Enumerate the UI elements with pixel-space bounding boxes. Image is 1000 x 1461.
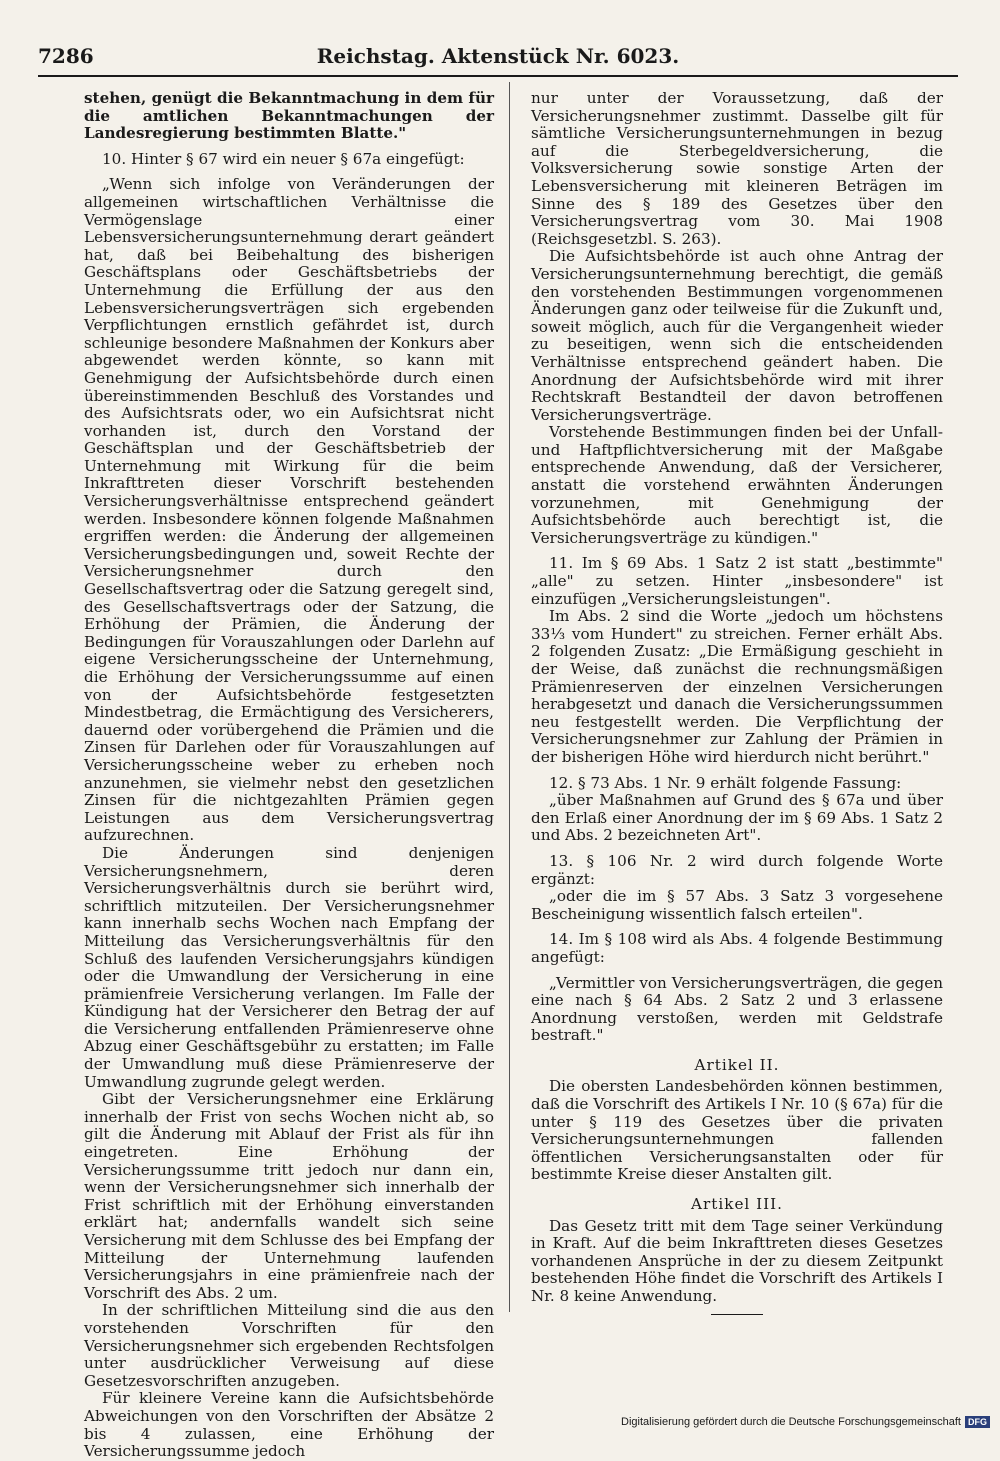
paragraph: Das Gesetz tritt mit dem Tage seiner Verkündung in Kraft. Auf die beim Inkrafttreten dieses Gesetzes vorhandenen Ansprüche in der zu diesem Zeitpunkt bestehenden Höhe findet die Vorschrift des Artikels I Nr. 8 keine Anwendung.	[531, 1216, 943, 1305]
paragraph: Die obersten Landesbehörden können bestimmen, daß die Vorschrift des Artikels I Nr. 10 (§ 67a) für die unter § 119 des Gesetzes über die privaten Versicherungsunternehmungen fallenden öffentlichen Versicherungsanstalten oder für bestimmte Kreise dieser Anstalten gilt.	[531, 1077, 943, 1184]
paragraph: 11. Im § 69 Abs. 1 Satz 2 ist statt „bestimmte" „alle" zu setzen. Hinter „insbesondere" ist einzufügen „Versicherungsleistungen".	[531, 554, 943, 608]
paragraph: In der schriftlichen Mitteilung sind die aus den vorstehenden Vorschriften für den Versicherungsnehmer sich ergebenden Rechtsfolgen unter ausdrücklicher Verweisung auf diese Gesetzesvorschriften anzugeben.	[84, 1301, 494, 1390]
paragraph: stehen, genügt die Bekanntmachung in dem für die amtlichen Bekanntmachungen der Landesregierung bestimmten Blatte."	[84, 89, 494, 143]
section-heading: Artikel II.	[694, 1055, 780, 1074]
paragraph: Die Änderungen sind denjenigen Versicherungsnehmern, deren Versicherungsverhältnis durch sie berührt wird, schriftlich mitzuteilen. Der Versicherungsnehmer kann innerhalb sechs Wochen nach Empfang der Mitteilung das Versicherungsverhältnis für den Schluß des laufenden Versicherungsjahrs kündigen oder die Umwandlung der Versicherung in eine prämienfreie Versicherung verlangen. Im Falle der Kündigung hat der Versicherer den Betrag der auf die Versicherung entfallenden Prämienreserve ohne Abzug einer Geschäftsgebühr zu erstatten; im Falle der Umwandlung muß diese Prämienreserve der Umwandlung zugrunde gelegt werden.	[84, 843, 494, 1091]
paragraph: „oder die im § 57 Abs. 3 Satz 3 vorgesehene Bescheinigung wissentlich falsch erteilen".	[531, 887, 943, 923]
page-header	[38, 44, 958, 74]
paragraph: 12. § 73 Abs. 1 Nr. 9 erhält folgende Fassung:	[549, 773, 902, 792]
header-rule	[38, 75, 958, 77]
paragraph: „Vermittler von Versicherungsverträgen, die gegen eine nach § 64 Abs. 2 Satz 2 und 3 erlassene Anordnung verstoßen, werden mit Geldstrafe bestraft."	[531, 973, 943, 1045]
end-rule	[711, 1314, 763, 1315]
page-number: 7286	[38, 44, 94, 68]
section-heading: Artikel III.	[691, 1195, 783, 1214]
paragraph: 10. Hinter § 67 wird ein neuer § 67a eingefügt:	[102, 149, 465, 168]
running-title: Reichstag. Aktenstück Nr. 6023.	[316, 44, 680, 68]
paragraph: Die Aufsichtsbehörde ist auch ohne Antrag der Versicherungsunternehmung berechtigt, die gemäß den vorstehenden Bestimmungen vorgenommenen Änderungen ganz oder teilweise für die Zukunft und, soweit möglich, auch für die Vergangenheit wieder zu beseitigen, wenn sich die entscheidenden Verhältnisse entsprechend geändert haben. Die Anordnung der Aufsichtsbehörde wird mit ihrer Rechtskraft Bestandteil der davon betroffenen Versicherungsverträge.	[531, 247, 943, 424]
right-column	[531, 90, 943, 1315]
paragraph: Für kleinere Vereine kann die Aufsichtsbehörde Abweichungen von den Vorschriften der Absätze 2 bis 4 zulassen, eine Erhöhung der Versicherungssumme jedoch	[84, 1389, 494, 1461]
paragraph: 14. Im § 108 wird als Abs. 4 folgende Bestimmung angefügt:	[531, 930, 943, 966]
footer	[621, 1416, 990, 1428]
paragraph: Gibt der Versicherungsnehmer eine Erklärung innerhalb der Frist von sechs Wochen nicht ab, so gilt die Änderung mit Ablauf der Frist als für ihn eingetreten. Eine Erhöhung der Versicherungssumme tritt jedoch nur dann ein, wenn der Versicherungsnehmer sich innerhalb der Frist schriftlich mit der Erhöhung einverstanden erklärt hat; andernfalls wandelt sich seine Versicherung mit dem Schlusse des bei Empfang der Mitteilung der Unternehmung laufenden Versicherungsjahrs in eine prämienfreie nach der Vorschrift des Abs. 2 um.	[84, 1090, 494, 1302]
paragraph: Im Abs. 2 sind die Worte „jedoch um höchstens 33⅓ vom Hundert" zu streichen. Ferner erhält Abs. 2 folgenden Zusatz: „Die Ermäßigung geschieht in der Weise, daß zunächst die rechnungsmäßigen Prämienreserven der einzelnen Versicherungen herabgesetzt und danach die Versicherungssummen neu festgestellt werden. Die Verpflichtung der Versicherungsnehmer zur Zahlung der Prämien in der bisherigen Höhe wird hierdurch nicht berührt."	[531, 607, 943, 766]
paragraph: 13. § 106 Nr. 2 wird durch folgende Worte ergänzt:	[531, 851, 943, 888]
column-divider	[509, 82, 510, 1312]
paragraph: Vorstehende Bestimmungen finden bei der Unfall- und Haftpflichtversicherung mit der Maßgabe entsprechende Anwendung, daß der Versicherer, anstatt die vorstehend erwähnten Änderungen vorzunehmen, mit Genehmigung der Aufsichtsbehörde auch berechtigt ist, die Versicherungsverträge zu kündigen."	[531, 423, 943, 547]
paragraph: „Wenn sich infolge von Veränderungen der allgemeinen wirtschaftlichen Verhältnisse die Vermögenslage einer Lebensversicherungsunternehmung derart geändert hat, daß bei Beibehaltung des bisherigen Geschäftsplans oder Geschäftsbetriebs der Unternehmung die Erfüllung der aus den Lebensversicherungsverträgen sich ergebenden Verpflichtungen ernstlich gefährdet ist, durch schleunige besondere Maßnahmen der Konkurs aber abgewendet werden könnte, so kann mit Genehmigung der Aufsichtsbehörde durch einen übereinstimmenden Beschluß des Vorstandes und des Aufsichtsrats oder, wo ein Aufsichtsrat nicht vorhanden ist, durch den Vorstand der Geschäftsplan und der Geschäftsbetrieb der Unternehmung mit Wirkung für die beim Inkrafttreten dieser Vorschrift bestehenden Versicherungsverhältnisse entsprechend geändert werden. Insbesondere können folgende Maßnahmen ergriffen werden: die Änderung der allgemeinen Versicherungsbedingungen und, soweit Rechte der Versicherungsnehmer durch den Gesellschaftsvertrag oder die Satzung geregelt sind, des Gesellschaftsvertrags oder der Satzung, die Erhöhung der Prämien, die Änderung der Bedingungen für Vorauszahlungen oder Darlehn auf eigene Versicherungsscheine der Unternehmung, die Erhöhung der Versicherungssumme auf einen von der Aufsichtsbehörde festgesetzten Mindestbetrag, die Ermächtigung des Versicherers, dauernd oder vorübergehend die Prämien und die Zinsen für Darlehen oder für Vorauszahlungen auf Versicherungsscheine weber zu erheben noch anzunehmen, sie vielmehr nebst den gesetzlichen Zinsen für die nichtgezahlten Prämien gegen Leistungen aus dem Versicherungsvertrag aufzurechnen.	[84, 175, 494, 845]
paragraph: „über Maßnahmen auf Grund des § 67a und über den Erlaß einer Anordnung der im § 69 Abs. 1 Satz 2 und Abs. 2 bezeichneten Art".	[531, 791, 943, 845]
paragraph: nur unter der Voraussetzung, daß der Versicherungsnehmer zustimmt. Dasselbe gilt für sämtliche Versicherungsunternehmungen in bezug auf die Sterbegeldversicherung, die Volksversicherung sowie sonstige Arten der Lebensversicherung mit kleineren Beträgen im Sinne des § 189 des Gesetzes über den Versicherungsvertrag vom 30. Mai 1908 (Reichsgesetzbl. S. 263).	[531, 89, 943, 248]
left-column	[84, 90, 494, 1461]
dfg-logo: DFG	[965, 1416, 990, 1428]
footer-credit: Digitalisierung gefördert durch die Deutsche Forschungsgemeinschaft	[621, 1416, 961, 1428]
